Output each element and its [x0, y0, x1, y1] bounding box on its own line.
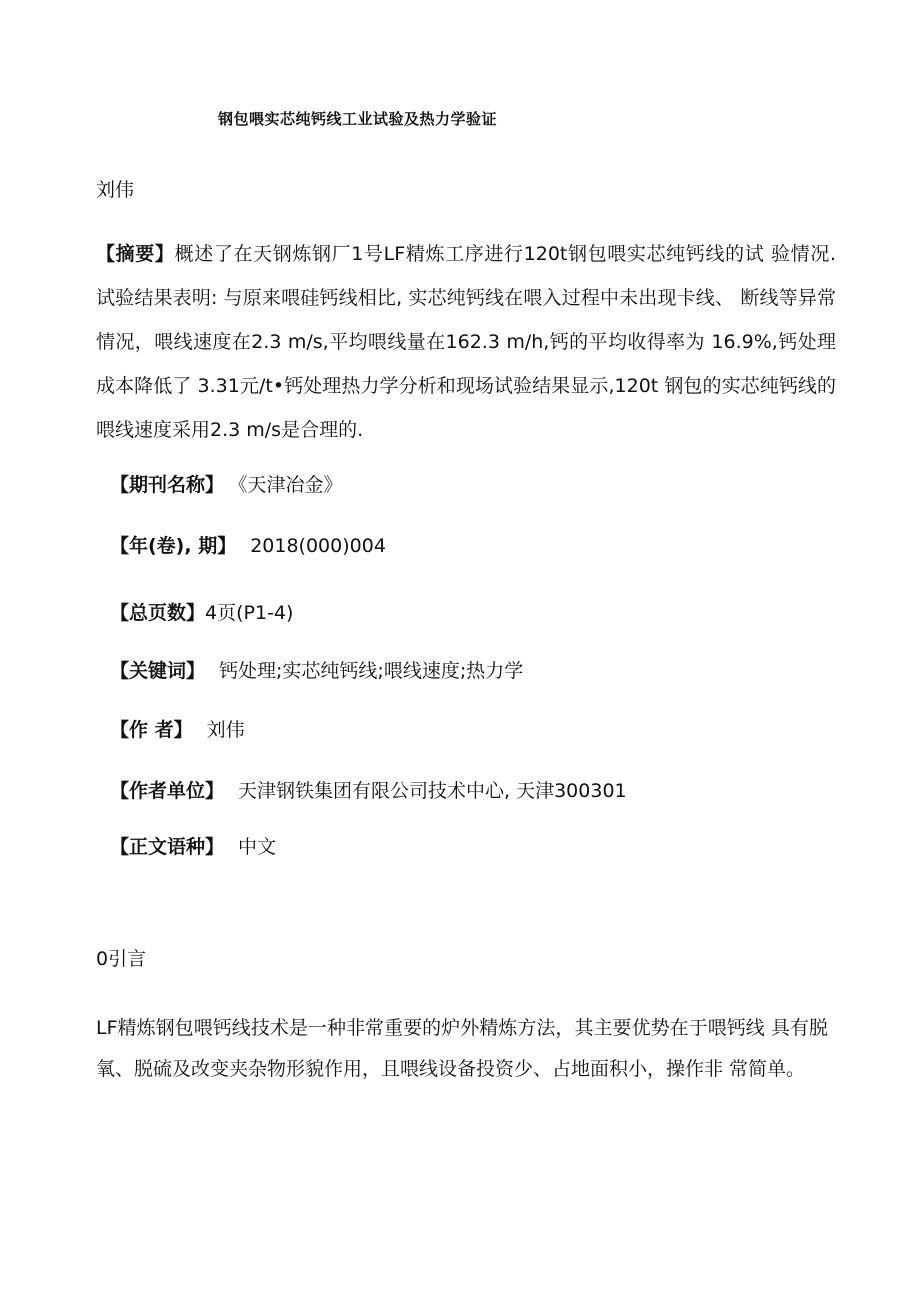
meta-pages-value: 4页(P1-4): [205, 602, 294, 624]
meta-keywords: [110, 656, 523, 683]
meta-affiliation-label: 【作者单位】: [110, 780, 225, 802]
meta-authors-value: 刘伟: [206, 719, 245, 741]
meta-pages-label: 【总页数】: [110, 602, 206, 624]
meta-language-label: 【正文语种】: [110, 836, 225, 858]
meta-year-value: 2018(000)004: [250, 535, 386, 557]
meta-total-pages: [110, 598, 293, 625]
meta-journal: [110, 470, 343, 497]
abstract-label: 【摘要】: [96, 243, 175, 265]
meta-keywords-value: 钙处理;实芯纯钙线;喂线速度;热力学: [219, 660, 524, 682]
abstract-text: 概述了在天钢炼钢厂1号LF精炼工序进行120t钢包喂实芯纯钙线的试 验情况. 试验结果表明: 与原来喂硅钙线相比, 实芯纯钙线在喂入过程中未出现卡线、 断线等异常情况，喂线速度在2.3 m/s,平均喂线量在162.3 m/h,钙的平均收得率为 16.9%,钙处理成本降低了 3.31元/t•钙处理热力学分析和现场试验结果显示,120t 钢包的实芯纯钙线的喂线速度采用2.3 m/s是合理的.: [96, 243, 836, 441]
meta-authors-label: 【作 者】: [110, 719, 193, 741]
meta-affiliation: [110, 776, 627, 803]
abstract-paragraph: [96, 232, 836, 452]
meta-language: [110, 832, 276, 859]
meta-journal-label: 【期刊名称】: [110, 474, 225, 496]
document-title: 钢包喂实芯纯钙线工业试验及热力学验证: [218, 110, 498, 128]
meta-year-volume-issue: [110, 531, 386, 558]
meta-affiliation-value: 天津钢铁集团有限公司技术中心, 天津300301: [238, 780, 627, 802]
meta-year-label: 【年(卷), 期】: [110, 535, 237, 557]
meta-journal-value: 《天津冶金》: [238, 474, 343, 496]
meta-keywords-label: 【关键词】: [110, 660, 206, 682]
meta-authors: [110, 715, 245, 742]
author-name: 刘伟: [96, 179, 135, 201]
meta-language-value: 中文: [238, 836, 277, 858]
introduction-paragraph: LF精炼钢包喂钙线技术是一种非常重要的炉外精炼方法，其主要优势在于喂钙线 具有脱氧、脱硫及改变夹杂物形貌作用，且喂线设备投资少、占地面积小，操作非 常简单。: [96, 1017, 828, 1080]
section-heading-introduction: 0引言: [96, 948, 147, 970]
